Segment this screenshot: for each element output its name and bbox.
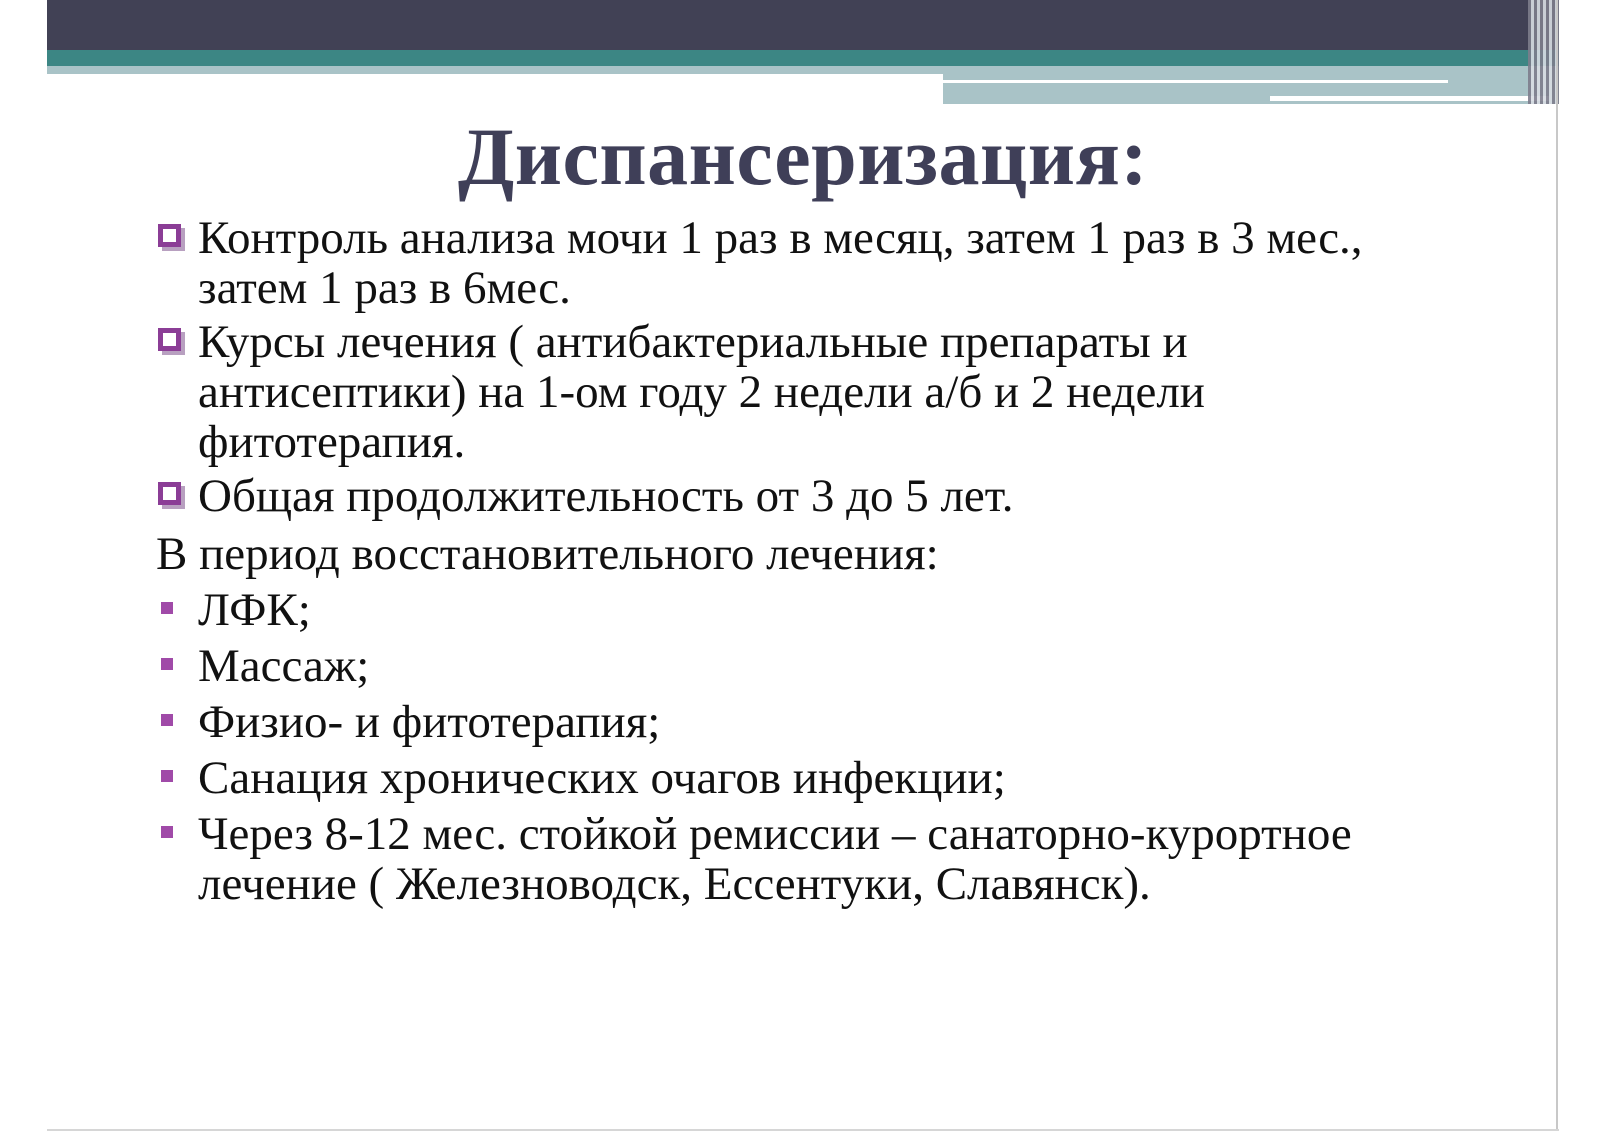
- bullet-item-text: Санация хронических очагов инфекции;: [198, 752, 1006, 804]
- bullet-list-item: [156, 753, 1416, 803]
- slide-content: [156, 213, 1416, 915]
- bullet-item-text: Через 8-12 мес. стойкой ремиссии – санаторно-курортное лечение ( Железноводск, Ессентуки, Славянск).: [198, 808, 1352, 910]
- square-bullet-icon: [161, 826, 173, 838]
- checkbox-item-text: Общая продолжительность от 3 до 5 лет.: [198, 470, 1014, 522]
- bullet-list-item: [156, 641, 1416, 691]
- bullet-item-text: Физио- и фитотерапия;: [198, 696, 661, 748]
- checkbox-bullet-icon: [158, 328, 181, 351]
- checkbox-bullet-icon: [158, 482, 181, 505]
- square-bullet-icon: [161, 770, 173, 782]
- checkbox-item-text: Контроль анализа мочи 1 раз в месяц, затем 1 раз в 3 мес., затем 1 раз в 6мес.: [198, 212, 1363, 314]
- checkbox-item-text: Курсы лечения ( антибактериальные препараты и антисептики) на 1-ом году 2 недели а/б и 2 недели фитотерапия.: [198, 316, 1205, 468]
- header-band-teal: [47, 50, 1559, 66]
- square-bullet-icon: [161, 658, 173, 670]
- bullet-item-text: Массаж;: [198, 640, 370, 692]
- bullet-list-item: [156, 585, 1416, 635]
- header-band-light-left: [47, 66, 943, 74]
- checkbox-list-item: [156, 213, 1416, 313]
- checkbox-list-item: [156, 471, 1416, 521]
- checkbox-list-item: [156, 317, 1416, 467]
- section-paragraph: В период восстановительного лечения:: [156, 528, 939, 580]
- bullet-item-text: ЛФК;: [198, 584, 311, 636]
- header-band-dark: [47, 0, 1559, 50]
- header-stripes: [1528, 0, 1559, 104]
- header-accent-line: [943, 80, 1448, 83]
- bullet-list-item: [156, 697, 1416, 747]
- bullet-list-item: [156, 809, 1416, 909]
- square-bullet-icon: [161, 602, 173, 614]
- slide-title: Диспансеризация:: [457, 111, 1149, 202]
- square-bullet-icon: [161, 714, 173, 726]
- header-accent-line-2: [1270, 96, 1549, 101]
- checkbox-bullet-icon: [158, 224, 181, 247]
